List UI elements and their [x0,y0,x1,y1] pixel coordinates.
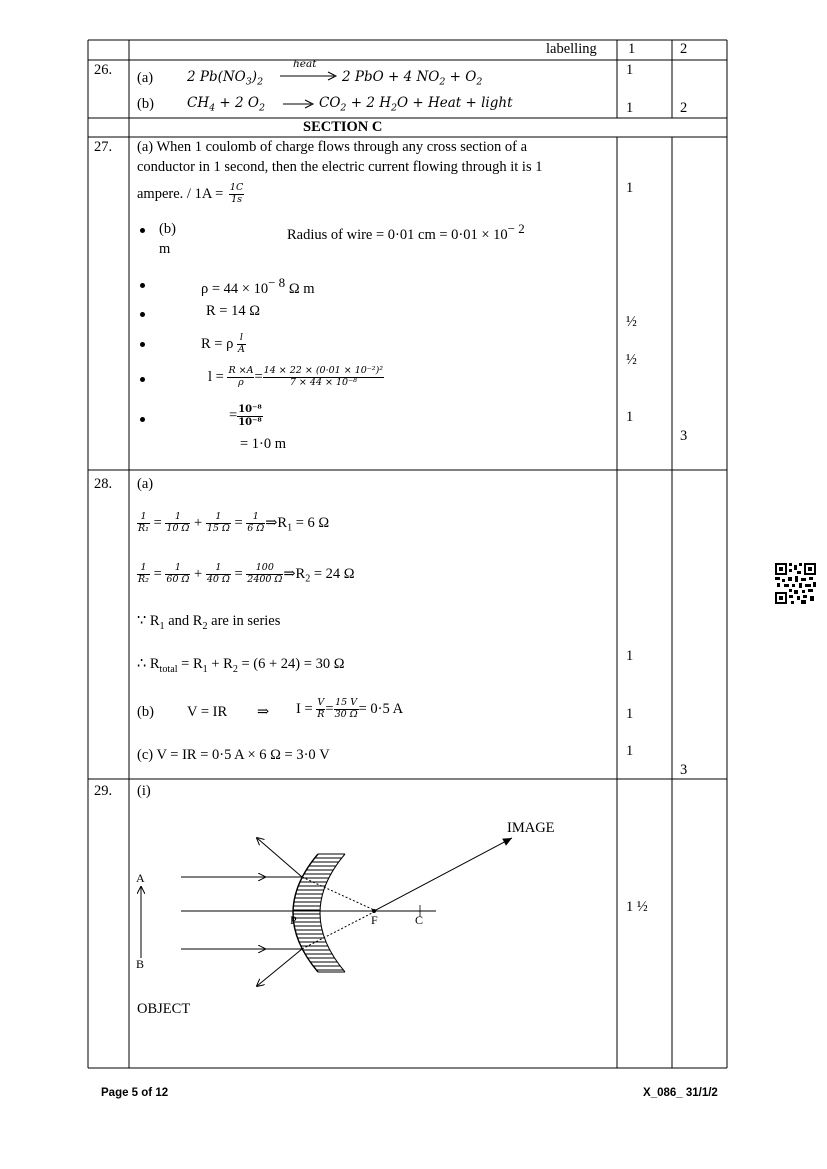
q27-resistance: R = 14 Ω [206,303,260,319]
bullet [140,283,145,288]
q27-half-mark-2: ½ [626,352,637,368]
bullet [140,342,145,347]
q27-a-line3: ampere. / 1A = $\frac{1C}{1s}$ [137,182,244,205]
q27-radius: Radius of wire = 0·01 cm = $0\cdot 01 \times 10^{- 2}$ [287,221,525,243]
reflected-ray-top [257,838,302,877]
footer-paper-code: X_086_ 31/1/2 [643,1087,718,1099]
q28-total-resistance: ∴ $R_{total} = R_1 + R_2 = (6 + 24) = 30$ Ω [137,656,345,675]
q27-length-formula: l = $\frac{R \times A}{\rho}$ = $\frac{\text{14 × 22 × (0·01 × 10⁻²)²}}{\text{7 × 44 × 10⁻⁸}}$ [208,365,384,388]
diagram-label-object: OBJECT [137,1001,191,1017]
question-number-26: 26. [94,62,113,78]
q27-a-line2: conductor in 1 second, then the electric current flowing through it is 1 [137,159,543,175]
q28-b-label: (b) [137,704,154,720]
section-heading: SECTION C [303,119,383,135]
diagram-label-image: IMAGE [507,820,555,836]
q26-heat-label: heat [293,58,317,70]
q27-result-fraction: = $\frac{\text{10⁻⁸}}{\text{10⁻⁸}}$ [229,404,262,428]
bullet [140,228,145,233]
diagram-label-b: B [136,957,145,971]
q27-radius-unit: m [159,241,171,257]
q27-r-formula: R = ρ $\frac{l}{A}$ [201,332,245,355]
q26-a-mark: 1 [626,62,634,78]
reaction-arrow [283,99,315,109]
q28-b-implies: ⇒ [257,704,270,720]
q27-result: = 1·0 m [240,436,287,452]
q27-resistivity: $\rho = 44 \times 10^{- 8}$ Ω m [201,275,315,297]
q26-part-a-label: (a) [137,70,154,86]
bullet [140,377,145,382]
q26-equation-a: 2 $Pb(NO_3)_2$ [187,69,264,88]
q28-eq1: $\frac{1}{\text{R₁}}$ = $\frac{1}{10 \Omega}$ + $\frac{1}{15 \Omega}$ = $\frac{1}{6 \Omega}$ $\Rightarrow R_1 = 6$ Ω [138,511,330,534]
q28-series-line: ∵ $R_1$ and $R_2$ are in series [137,613,281,632]
qr-code [775,563,816,604]
question-number-29: 29. [94,783,113,799]
bullet [140,417,145,422]
reaction-arrow [280,71,338,81]
footer-page-number: Page 5 of 12 [101,1087,169,1099]
labelling-mark: 1 [628,41,636,57]
q28-a-mark: 1 [626,648,634,664]
q26-equation-b: $CH_4 + 2$ $O_2$ [187,95,265,114]
q27-b-label: (b) [159,221,176,237]
image-ray [374,838,512,911]
diagram-label-c: C [415,913,424,927]
labelling-text: labelling [546,41,597,57]
q27-total: 3 [680,428,688,444]
q28-total: 3 [680,762,688,778]
convex-mirror-ray-diagram [130,810,600,1030]
q26-part-b-label: (b) [137,96,154,112]
q26-products-b: $CO_2 + 2$ $H_2O$ + Heat + light [319,95,513,114]
q26-b-mark: 1 [626,100,634,116]
q27-a-line1: (a) When 1 coulomb of charge flows through any cross section of a [137,139,528,155]
reflected-ray-bottom [257,949,302,986]
q28-a-label: (a) [137,476,154,492]
q29-label: (i) [137,783,151,799]
q28-b-mark: 1 [626,706,634,722]
diagram-label-a: A [136,871,145,885]
q27-mark: 1 [626,409,634,425]
q26-total: 2 [680,100,688,116]
q27-half-mark-1: ½ [626,314,637,330]
bullet [140,312,145,317]
q26-products-a: 2 PbO + 4 $NO_2 + O_2$ [342,69,483,88]
q28-c-line: (c) V = IR = 0·5 A × 6 Ω = 3·0 V [137,747,330,763]
labelling-total: 2 [680,41,688,57]
q28-c-mark: 1 [626,743,634,759]
question-number-27: 27. [94,139,113,155]
q27-a-mark: 1 [626,180,634,196]
diagram-label-p: P [290,913,297,927]
diagram-label-f: F [371,913,378,927]
question-number-28: 28. [94,476,113,492]
q29-mark: 1 ½ [626,899,648,915]
q28-eq2: $\frac{1}{\text{R₂}}$ = $\frac{1}{60 \Omega}$ + $\frac{1}{40 \Omega}$ = $\frac{100}{2400 \Omega}$ $\Rightarrow R_2 = 24$ Ω [138,562,355,585]
q28-b-current: I = $\frac{V}{R}$ = $\frac{15 V}{30 \Omega}$ = 0·5 A [296,697,404,720]
q28-b-ohm: V = IR [187,704,228,720]
